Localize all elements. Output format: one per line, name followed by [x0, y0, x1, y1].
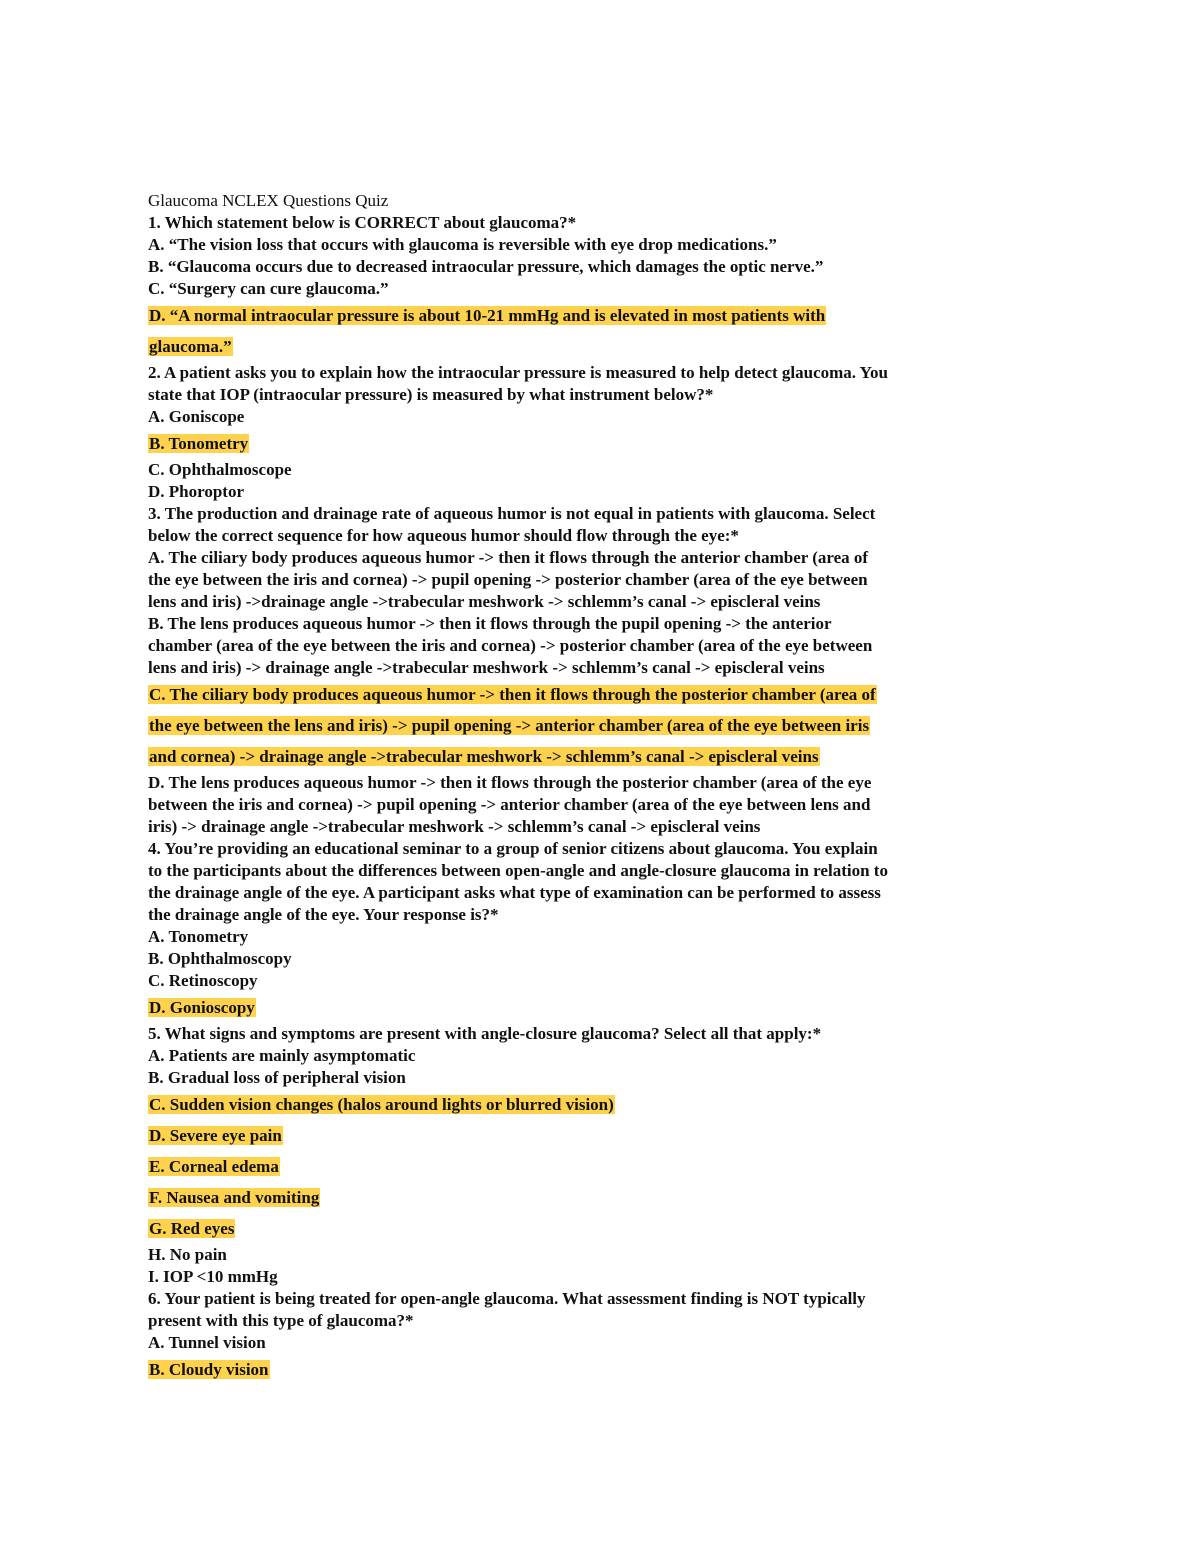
- highlighted-answer-text: C. The ciliary body produces aqueous humor -> then it flows through the posterior chamber (area of the eye between the lens and iris) -> pupil opening -> anterior chamber (area of the eye between iris and cornea) -> drainage angle ->trabecular meshwork -> schlemm’s canal -> episcleral veins: [149, 685, 876, 766]
- highlighted-answer-text: D. Gonioscopy: [149, 998, 255, 1017]
- highlighted-answer-text: C. Sudden vision changes (halos around lights or blurred vision): [149, 1095, 614, 1114]
- answer-option: B. Ophthalmoscopy: [148, 949, 292, 968]
- question-text: 4. You’re providing an educational seminar to a group of senior citizens about glaucoma. You explain to the participants about the differences between open-angle and angle-closure glaucoma in relation to the drainage angle of the eye. A participant asks what type of examination can be performed to assess the drainage angle of the eye. Your response is?*: [148, 839, 888, 924]
- highlighted-answer-text: B. Cloudy vision: [149, 1360, 269, 1379]
- highlighted-answer: [148, 1354, 888, 1385]
- answer-option: B. Gradual loss of peripheral vision: [148, 1068, 406, 1087]
- answer-option: A. The ciliary body produces aqueous humor -> then it flows through the anterior chamber (area of the eye between the iris and cornea) -> pupil opening -> posterior chamber (area of the eye between lens and iris) ->drainage angle ->trabecular meshwork -> schlemm’s canal -> episcleral veins: [148, 548, 869, 611]
- answer-option: D. The lens produces aqueous humor -> then it flows through the posterior chamber (area of the eye between the iris and cornea) -> pupil opening -> anterior chamber (area of the eye between lens and iris) -> drainage angle ->trabecular meshwork -> schlemm’s canal -> episcleral veins: [148, 773, 872, 836]
- highlighted-answer-text: B. Tonometry: [149, 434, 249, 453]
- question-text: 5. What signs and symptoms are present with angle-closure glaucoma? Select all that apply:*: [148, 1024, 822, 1043]
- document-page: [148, 190, 888, 1385]
- highlighted-answer: [148, 992, 888, 1023]
- highlighted-answer-text: E. Corneal edema: [149, 1157, 279, 1176]
- answer-option: A. Patients are mainly asymptomatic: [148, 1046, 416, 1065]
- highlighted-answer: [148, 1213, 888, 1244]
- answer-option: H. No pain: [148, 1245, 227, 1264]
- answer-option: A. Tunnel vision: [148, 1333, 266, 1352]
- answer-option: C. “Surgery can cure glaucoma.”: [148, 279, 389, 298]
- highlighted-answer-text: D. “A normal intraocular pressure is about 10-21 mmHg and is elevated in most patients with glaucoma.”: [149, 306, 826, 356]
- document-body: [148, 212, 888, 1385]
- answer-option: I. IOP <10 mmHg: [148, 1267, 278, 1286]
- question-text: 1. Which statement below is CORRECT about glaucoma?*: [148, 213, 577, 232]
- question-text: 2. A patient asks you to explain how the intraocular pressure is measured to help detect glaucoma. You state that IOP (intraocular pressure) is measured by what instrument below?*: [148, 363, 889, 404]
- highlighted-answer-text: G. Red eyes: [149, 1219, 235, 1238]
- answer-option: A. Tonometry: [148, 927, 249, 946]
- document-title: Glaucoma NCLEX Questions Quiz: [148, 191, 389, 210]
- answer-option: B. The lens produces aqueous humor -> then it flows through the pupil opening -> the anterior chamber (area of the eye between the iris and cornea) -> posterior chamber (area of the eye between lens and iris) -> drainage angle ->trabecular meshwork -> schlemm’s canal -> episcleral veins: [148, 614, 873, 677]
- highlighted-answer: [148, 1089, 888, 1120]
- highlighted-answer: [148, 428, 888, 459]
- answer-option: B. “Glaucoma occurs due to decreased intraocular pressure, which damages the optic nerve.”: [148, 257, 824, 276]
- answer-option: D. Phoroptor: [148, 482, 245, 501]
- highlighted-answer: [148, 300, 888, 362]
- question-text: 3. The production and drainage rate of aqueous humor is not equal in patients with glaucoma. Select below the correct sequence for how aqueous humor should flow through the eye:*: [148, 504, 876, 545]
- question-text: 6. Your patient is being treated for open-angle glaucoma. What assessment finding is NOT typically present with this type of glaucoma?*: [148, 1289, 866, 1330]
- highlighted-answer-text: D. Severe eye pain: [149, 1126, 282, 1145]
- answer-option: A. Goniscope: [148, 407, 245, 426]
- highlighted-answer-text: F. Nausea and vomiting: [149, 1188, 320, 1207]
- highlighted-answer: [148, 1151, 888, 1182]
- highlighted-answer: [148, 1120, 888, 1151]
- answer-option: A. “The vision loss that occurs with glaucoma is reversible with eye drop medications.”: [148, 235, 777, 254]
- answer-option: C. Retinoscopy: [148, 971, 258, 990]
- highlighted-answer: [148, 1182, 888, 1213]
- answer-option: C. Ophthalmoscope: [148, 460, 292, 479]
- highlighted-answer: [148, 679, 888, 772]
